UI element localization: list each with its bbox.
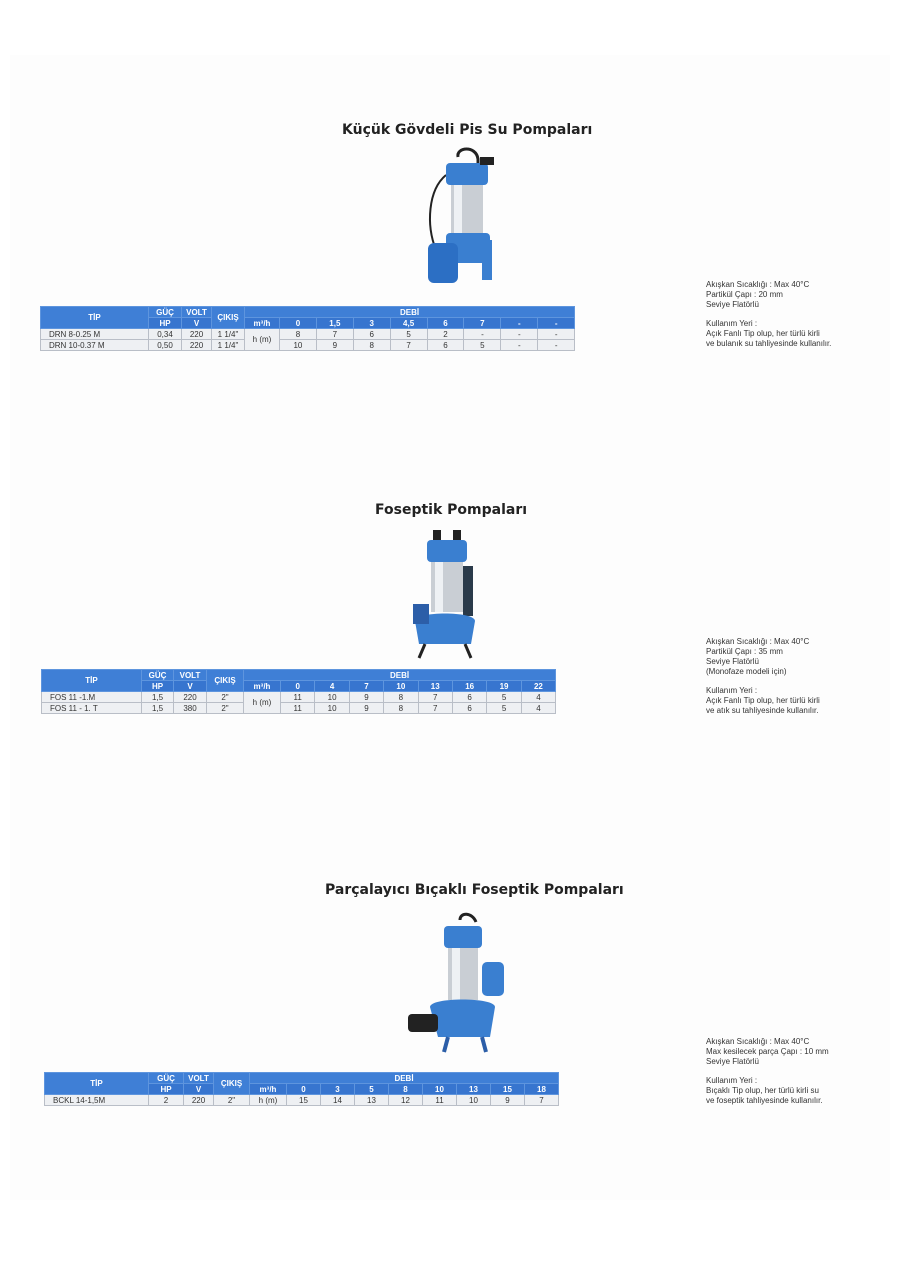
spec-line: Akışkan Sıcaklığı : Max 40°C	[706, 1037, 810, 1046]
flow-value: 0	[287, 1084, 321, 1095]
head-value: 5	[487, 692, 521, 703]
outlet: 1 1/4"	[212, 340, 245, 351]
spec-line: Max kesilecek parça Çapı : 10 mm	[706, 1047, 829, 1056]
flow-unit: m³/h	[245, 318, 280, 329]
col-cikis: ÇIKIŞ	[214, 1073, 250, 1095]
head-value: 5	[390, 329, 427, 340]
col-guc: GÜÇ	[149, 1073, 184, 1084]
power-hp: 1,5	[142, 692, 174, 703]
head-value: 4	[521, 692, 555, 703]
head-value: 15	[287, 1095, 321, 1106]
model-name: FOS 11 -1.M	[42, 692, 142, 703]
head-value: 6	[452, 692, 486, 703]
col-cikis: ÇIKIŞ	[207, 670, 244, 692]
head-value: -	[501, 340, 538, 351]
head-value: 8	[280, 329, 317, 340]
col-guc: GÜÇ	[142, 670, 174, 681]
head-unit: h (m)	[250, 1095, 287, 1106]
section-title-parcalayici: Parçalayıcı Bıçaklı Foseptik Pompaları	[325, 882, 624, 898]
table-parcalayici	[44, 1072, 559, 1106]
head-unit: h (m)	[245, 329, 280, 351]
spec-line: Seviye Flatörlü	[706, 1057, 759, 1066]
model-name: BCKL 14-1,5M	[45, 1095, 149, 1106]
power-hp: 1,5	[142, 703, 174, 714]
flow-value: 0	[280, 318, 317, 329]
col-volt: VOLT	[182, 307, 212, 318]
power-hp: 2	[149, 1095, 184, 1106]
table-row	[45, 1095, 559, 1106]
head-value: 13	[355, 1095, 389, 1106]
flow-value: 4	[315, 681, 349, 692]
table-row	[42, 692, 556, 703]
flow-value: 18	[525, 1084, 559, 1095]
head-value: 6	[353, 329, 390, 340]
section-title-foseptik: Foseptik Pompaları	[375, 502, 528, 518]
flow-value: 5	[355, 1084, 389, 1095]
usage-line: Açık Fanlı Tip olup, her türlü kirli	[706, 696, 820, 705]
spec-line: Partikül Çapı : 20 mm	[706, 290, 783, 299]
usage-line: Bıçaklı Tip olup, her türlü kirli su	[706, 1086, 819, 1095]
head-value: 8	[353, 340, 390, 351]
col-debi: DEBİ	[245, 307, 575, 318]
usage-line: Açık Fanlı Tip olup, her türlü kirli	[706, 329, 820, 338]
flow-value: -	[501, 318, 538, 329]
head-value: 5	[464, 340, 501, 351]
flow-value: 1,5	[316, 318, 353, 329]
outlet: 2"	[207, 692, 244, 703]
col-hp: HP	[149, 318, 182, 329]
head-value: 10	[315, 692, 349, 703]
flow-value: 6	[427, 318, 464, 329]
head-value: 7	[525, 1095, 559, 1106]
model-name: DRN 10-0.37 M	[41, 340, 149, 351]
voltage: 220	[182, 329, 212, 340]
flow-value: 13	[457, 1084, 491, 1095]
table-foseptik	[41, 669, 556, 714]
specs-parcalayici	[706, 1037, 829, 1106]
usage-line: ve atık su tahliyesinde kullanılır.	[706, 706, 819, 715]
head-value: 9	[349, 703, 383, 714]
outlet: 1 1/4"	[212, 329, 245, 340]
col-v: V	[174, 681, 207, 692]
head-value: 7	[418, 703, 452, 714]
table-row	[42, 703, 556, 714]
fos-pump-image	[405, 526, 485, 661]
head-value: 8	[384, 703, 418, 714]
head-value: 7	[390, 340, 427, 351]
outlet: 2"	[207, 703, 244, 714]
flow-value: 19	[487, 681, 521, 692]
flow-value: 13	[418, 681, 452, 692]
head-value: -	[538, 329, 575, 340]
head-value: 11	[281, 692, 315, 703]
power-hp: 0,50	[149, 340, 182, 351]
flow-value: -	[538, 318, 575, 329]
head-value: 9	[316, 340, 353, 351]
col-hp: HP	[149, 1084, 184, 1095]
flow-value: 3	[353, 318, 390, 329]
flow-value: 3	[321, 1084, 355, 1095]
drn-pump-image	[418, 145, 510, 290]
flow-value: 15	[491, 1084, 525, 1095]
spec-line: Partikül Çapı : 35 mm	[706, 647, 783, 656]
col-debi: DEBİ	[250, 1073, 559, 1084]
col-cikis: ÇIKIŞ	[212, 307, 245, 329]
head-value: 9	[491, 1095, 525, 1106]
head-value: 5	[487, 703, 521, 714]
flow-value: 0	[281, 681, 315, 692]
voltage: 220	[182, 340, 212, 351]
head-value: 12	[389, 1095, 423, 1106]
outlet: 2"	[214, 1095, 250, 1106]
head-value: 9	[349, 692, 383, 703]
col-guc: GÜÇ	[149, 307, 182, 318]
spec-line: Akışkan Sıcaklığı : Max 40°C	[706, 280, 810, 289]
spec-line: Seviye Flatörlü	[706, 300, 759, 309]
table-row	[41, 340, 575, 351]
voltage: 220	[174, 692, 207, 703]
specs-foseptik	[706, 637, 820, 716]
head-value: 14	[321, 1095, 355, 1106]
usage-title: Kullanım Yeri :	[706, 319, 758, 328]
head-value: 7	[418, 692, 452, 703]
table-row	[41, 329, 575, 340]
flow-value: 7	[349, 681, 383, 692]
col-v: V	[184, 1084, 214, 1095]
flow-value: 16	[452, 681, 486, 692]
power-hp: 0,34	[149, 329, 182, 340]
col-tip: TİP	[41, 307, 149, 329]
flow-unit: m³/h	[244, 681, 281, 692]
flow-value: 4,5	[390, 318, 427, 329]
spec-line: Akışkan Sıcaklığı : Max 40°C	[706, 637, 810, 646]
flow-value: 10	[384, 681, 418, 692]
col-hp: HP	[142, 681, 174, 692]
head-value: 10	[315, 703, 349, 714]
head-value: 8	[384, 692, 418, 703]
head-value: 11	[423, 1095, 457, 1106]
head-value: 4	[521, 703, 555, 714]
spec-line: (Monofaze modeli için)	[706, 667, 787, 676]
usage-title: Kullanım Yeri :	[706, 686, 758, 695]
usage-line: ve bulanık su tahliyesinde kullanılır.	[706, 339, 832, 348]
head-value: 7	[316, 329, 353, 340]
flow-value: 7	[464, 318, 501, 329]
section-title-kucuk-govdeli: Küçük Gövdeli Pis Su Pompaları	[342, 122, 593, 138]
head-value: 6	[427, 340, 464, 351]
flow-value: 8	[389, 1084, 423, 1095]
head-value: 10	[457, 1095, 491, 1106]
bckl-pump-image	[400, 912, 510, 1057]
usage-line: ve foseptik tahliyesinde kullanılır.	[706, 1096, 823, 1105]
col-volt: VOLT	[184, 1073, 214, 1084]
col-debi: DEBİ	[244, 670, 556, 681]
head-value: 6	[452, 703, 486, 714]
flow-value: 22	[521, 681, 555, 692]
spec-line: Seviye Flatörlü	[706, 657, 759, 666]
head-value: -	[501, 329, 538, 340]
head-value: -	[538, 340, 575, 351]
col-tip: TİP	[45, 1073, 149, 1095]
col-v: V	[182, 318, 212, 329]
flow-unit: m³/h	[250, 1084, 287, 1095]
model-name: DRN 8-0.25 M	[41, 329, 149, 340]
head-value: -	[464, 329, 501, 340]
head-value: 11	[281, 703, 315, 714]
voltage: 220	[184, 1095, 214, 1106]
flow-value: 10	[423, 1084, 457, 1095]
specs-kucuk-govdeli	[706, 280, 831, 349]
voltage: 380	[174, 703, 207, 714]
table-kucuk-govdeli	[40, 306, 575, 351]
head-value: 2	[427, 329, 464, 340]
head-unit: h (m)	[244, 692, 281, 714]
col-tip: TİP	[42, 670, 142, 692]
model-name: FOS 11 - 1. T	[42, 703, 142, 714]
col-volt: VOLT	[174, 670, 207, 681]
head-value: 10	[280, 340, 317, 351]
usage-title: Kullanım Yeri :	[706, 1076, 758, 1085]
